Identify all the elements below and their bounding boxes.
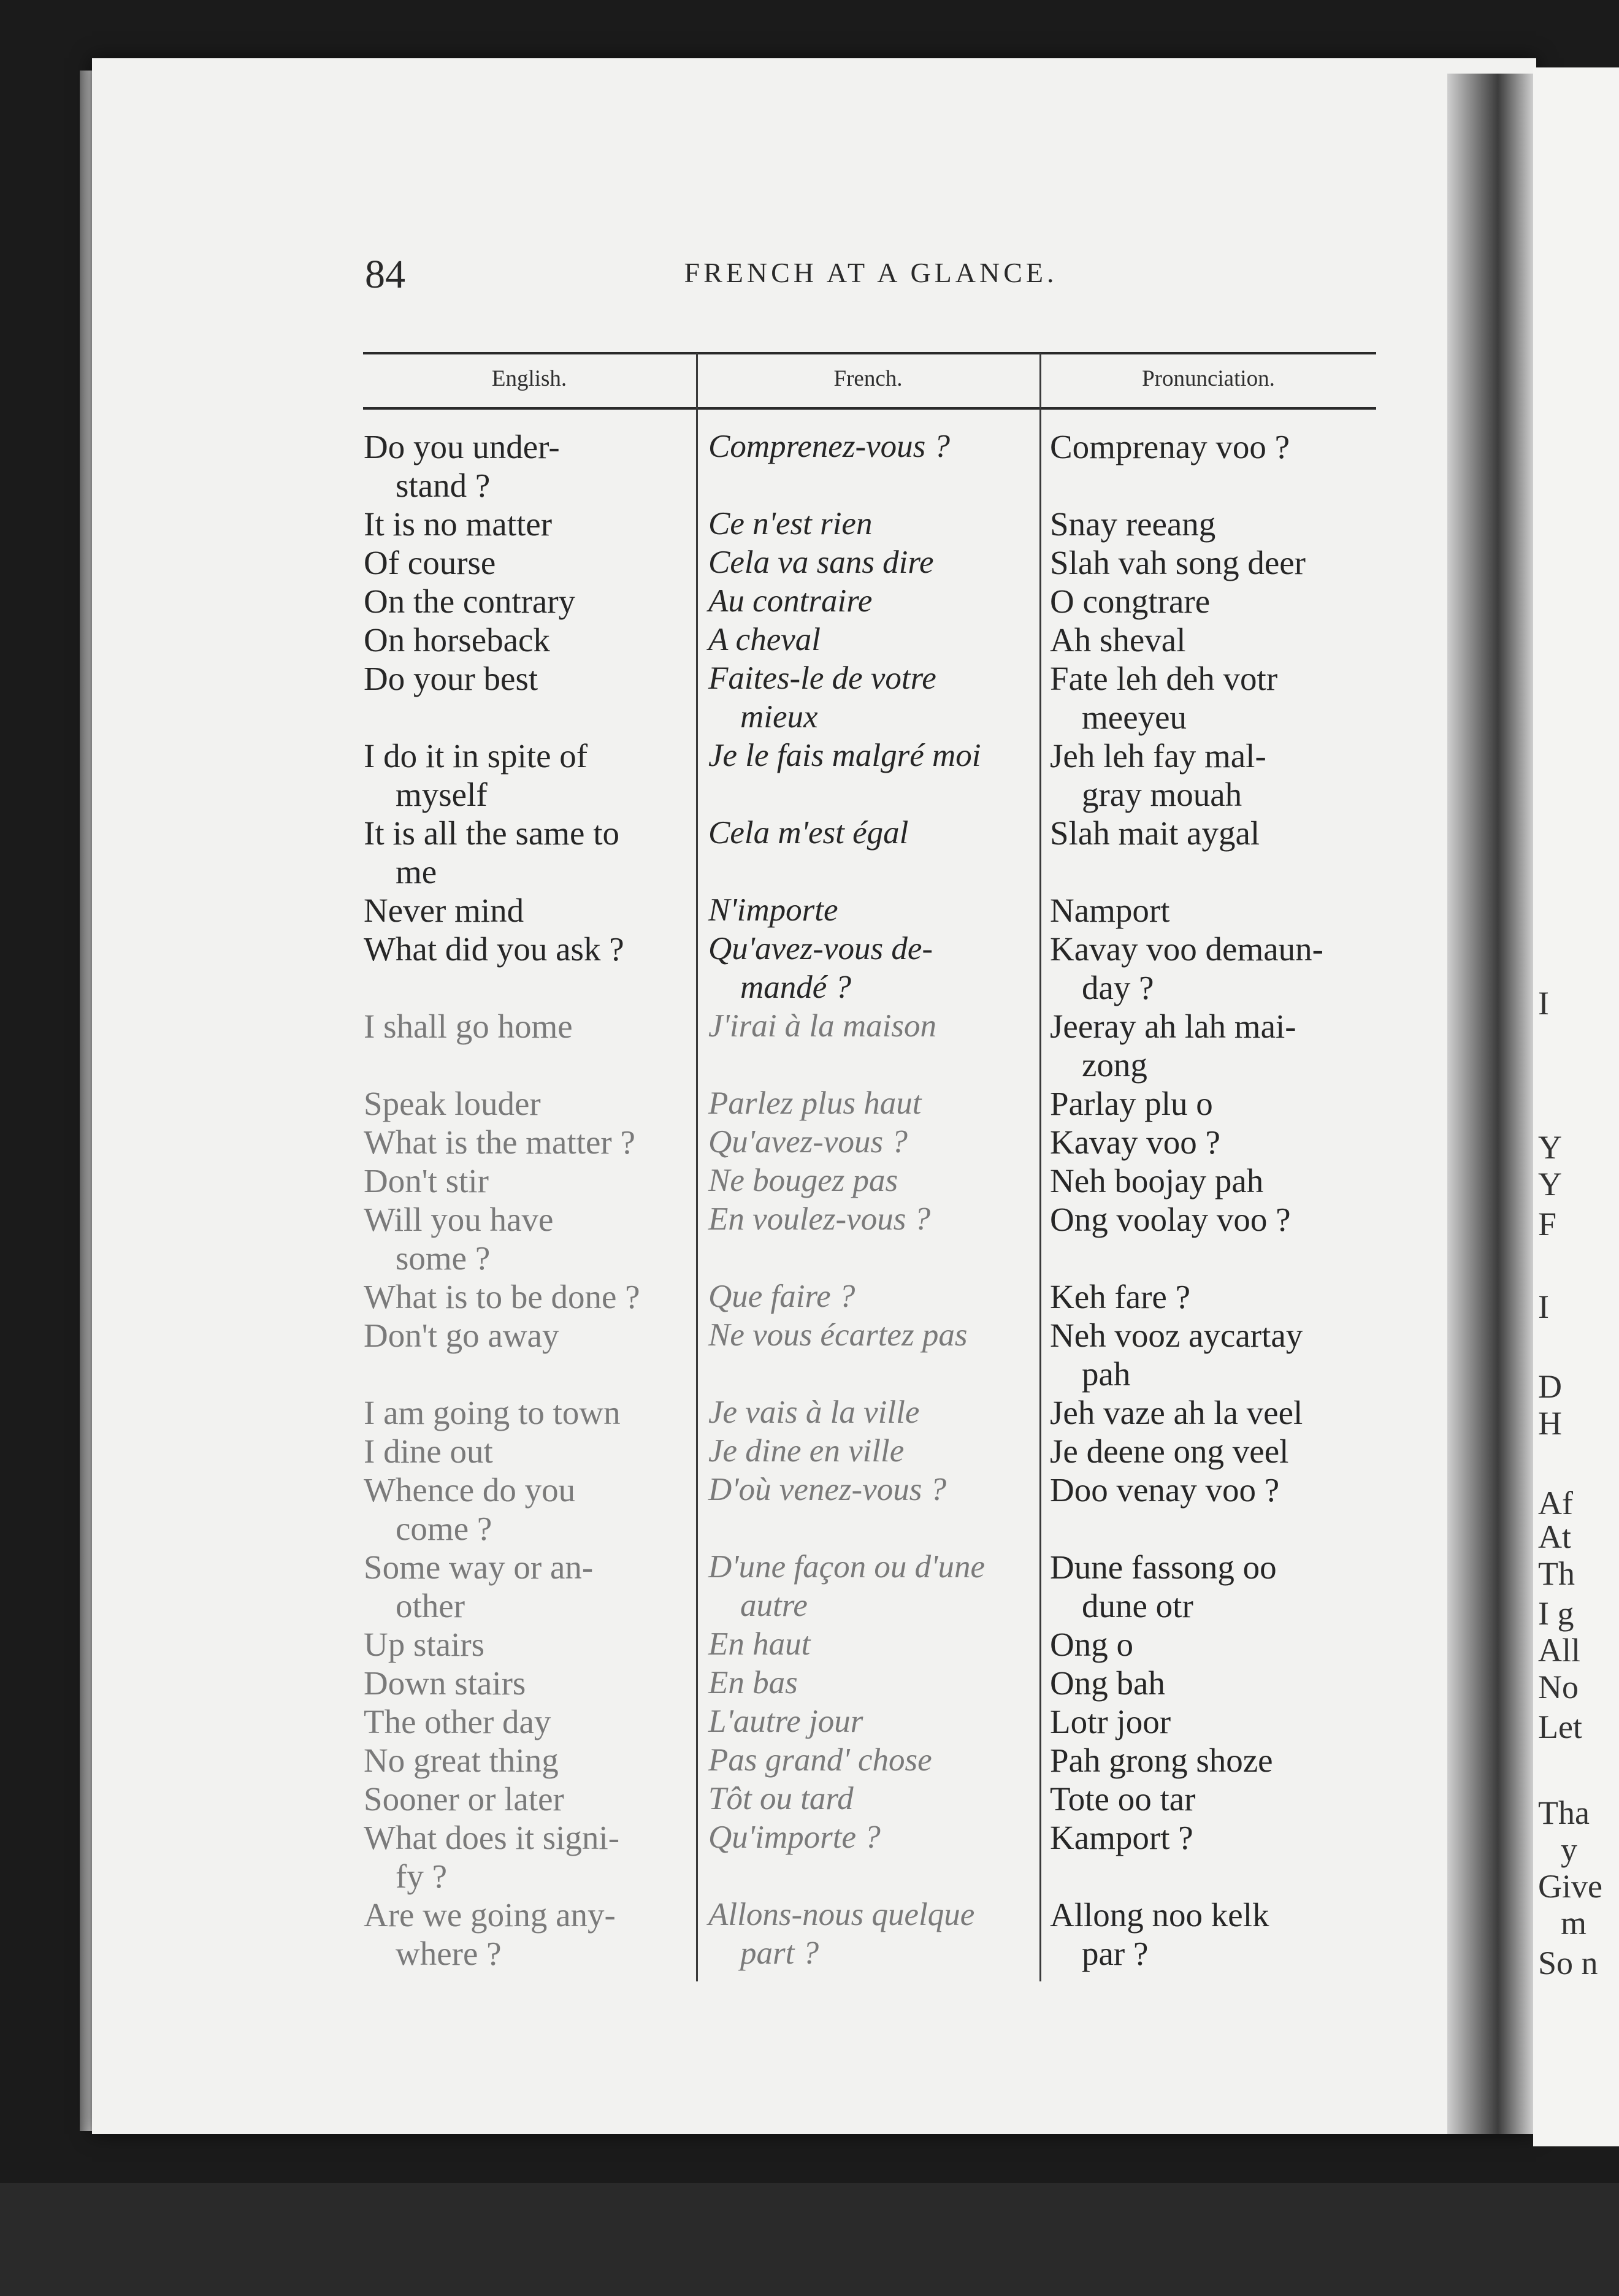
french-cell: [708, 737, 1030, 775]
english-line: What is to be done ?: [364, 1278, 640, 1315]
pronunciation-line: Fate leh deh votr: [1050, 660, 1278, 697]
facing-page-fragment: No: [1538, 1669, 1579, 1705]
english-line: No great thing: [364, 1742, 559, 1779]
pronunciation-cell: [1050, 737, 1384, 814]
pronunciation-cell: [1050, 814, 1384, 852]
pronunciation-line: par ?: [1082, 1935, 1149, 1972]
english-line: Do you under-: [364, 428, 560, 465]
facing-page-fragment: Af: [1538, 1485, 1573, 1521]
french-cell: [708, 1316, 1030, 1355]
french-line: Cela m'est égal: [708, 815, 909, 851]
english-line: It is all the same to: [364, 814, 619, 852]
pronunciation-cell: [1050, 621, 1384, 659]
french-line: Je dine en ville: [708, 1433, 905, 1469]
facing-page: [1533, 67, 1619, 2146]
english-cell: [364, 1084, 683, 1123]
pronunciation-line: Snay reeang: [1050, 505, 1216, 543]
french-line: Ne bougez pas: [708, 1163, 898, 1198]
pronunciation-line: Slah vah song deer: [1050, 544, 1306, 581]
french-line: autre: [740, 1588, 808, 1623]
english-line: I dine out: [364, 1433, 493, 1470]
pronunciation-line: Kavay voo demaun-: [1050, 930, 1323, 968]
french-line: mieux: [740, 699, 818, 735]
pronunciation-line: pah: [1082, 1355, 1131, 1393]
french-cell: [708, 930, 1030, 1007]
pronunciation-cell: [1050, 1741, 1384, 1780]
english-line: What does it signi-: [364, 1819, 620, 1856]
top-rule: [363, 352, 1376, 354]
french-cell: [708, 1702, 1030, 1741]
facing-page-fragment: Y: [1538, 1166, 1562, 1203]
facing-page-fragment: Y: [1538, 1129, 1562, 1166]
pronunciation-line: Ong bah: [1050, 1664, 1165, 1702]
facing-page-fragment: Give: [1538, 1868, 1602, 1905]
page-header: [365, 251, 1377, 300]
pronunciation-line: Slah mait aygal: [1050, 814, 1260, 852]
pronunciation-line: Pah grong shoze: [1050, 1742, 1273, 1779]
pronunciation-cell: [1050, 891, 1384, 930]
pronunciation-cell: [1050, 1780, 1384, 1818]
english-cell: [364, 1277, 683, 1316]
english-line: Sooner or later: [364, 1780, 564, 1818]
english-cell: [364, 1818, 683, 1896]
french-cell: [708, 427, 1030, 466]
facing-page-fragment: Th: [1538, 1555, 1575, 1592]
french-line: Qu'avez-vous ?: [708, 1124, 908, 1160]
french-cell: [708, 1084, 1030, 1123]
english-line: Down stairs: [364, 1664, 526, 1702]
french-cell: [708, 1741, 1030, 1780]
english-cell: [364, 1625, 683, 1664]
english-cell: [364, 1161, 683, 1200]
french-line: mandé ?: [740, 970, 852, 1005]
column-header-french: French.: [833, 366, 903, 391]
facing-page-fragment: So n: [1538, 1945, 1598, 1981]
english-cell: [364, 814, 683, 891]
pronunciation-line: Jeh leh fay mal-: [1050, 737, 1266, 775]
french-line: D'où venez-vous ?: [708, 1472, 947, 1507]
pronunciation-cell: [1050, 1471, 1384, 1509]
french-cell: [708, 1780, 1030, 1818]
english-cell: [364, 1393, 683, 1432]
pronunciation-line: Keh fare ?: [1050, 1278, 1190, 1315]
facing-page-fragment: All: [1538, 1632, 1581, 1669]
running-head: FRENCH AT A GLANCE.: [684, 257, 1058, 288]
french-cell: [708, 505, 1030, 543]
facing-page-fragment: I: [1538, 1288, 1549, 1325]
pronunciation-cell: [1050, 1123, 1384, 1161]
pronunciation-line: Parlay plu o: [1050, 1085, 1213, 1122]
french-line: Tôt ou tard: [708, 1781, 854, 1816]
french-cell: [708, 1277, 1030, 1316]
facing-page-fragment: m: [1561, 1905, 1587, 1942]
pronunciation-cell: [1050, 1432, 1384, 1471]
french-line: Qu'importe ?: [708, 1820, 881, 1855]
french-cell: [708, 814, 1030, 852]
french-line: D'une façon ou d'une: [708, 1549, 985, 1585]
pronunciation-line: Ah sheval: [1050, 621, 1186, 659]
pronunciation-line: Allong noo kelk: [1050, 1896, 1269, 1934]
french-line: En bas: [708, 1665, 798, 1701]
pronunciation-cell: [1050, 1084, 1384, 1123]
english-cell: [364, 543, 683, 582]
french-cell: [708, 1432, 1030, 1471]
pronunciation-line: Tote oo tar: [1050, 1780, 1196, 1818]
pronunciation-line: Lotr joor: [1050, 1703, 1171, 1740]
english-cell: [364, 1432, 683, 1471]
pronunciation-line: Kavay voo ?: [1050, 1123, 1220, 1161]
english-line: Are we going any-: [364, 1896, 616, 1934]
english-cell: [364, 427, 683, 505]
english-cell: [364, 1664, 683, 1702]
french-cell: [708, 1123, 1030, 1161]
english-line: Up stairs: [364, 1626, 485, 1663]
column-header-pronunciation: Pronunciation.: [1142, 366, 1275, 391]
french-line: Ne vous écartez pas: [708, 1317, 968, 1353]
pronunciation-cell: [1050, 1316, 1384, 1393]
facing-page-fragment: y: [1561, 1831, 1577, 1868]
english-cell: [364, 659, 683, 698]
french-cell: [708, 1818, 1030, 1857]
pronunciation-cell: [1050, 582, 1384, 621]
french-line: En voulez-vous ?: [708, 1201, 931, 1237]
pronunciation-cell: [1050, 1548, 1384, 1625]
french-line: Parlez plus haut: [708, 1085, 922, 1121]
french-line: Cela va sans dire: [708, 545, 934, 580]
facing-page-fragment: H: [1538, 1405, 1562, 1442]
english-line: On the contrary: [364, 583, 576, 620]
english-line: come ?: [396, 1510, 492, 1547]
pronunciation-line: Jeh vaze ah la veel: [1050, 1394, 1303, 1431]
pronunciation-cell: [1050, 427, 1384, 466]
pronunciation-cell: [1050, 1277, 1384, 1316]
pronunciation-cell: [1050, 930, 1384, 1007]
french-cell: [708, 1161, 1030, 1200]
french-cell: [708, 1896, 1030, 1973]
column-divider-1: [696, 353, 698, 1981]
french-line: En haut: [708, 1626, 811, 1662]
english-cell: [364, 1896, 683, 1973]
french-cell: [708, 1471, 1030, 1509]
facing-page-fragment: Let: [1538, 1709, 1582, 1745]
english-cell: [364, 1007, 683, 1046]
english-line: fy ?: [396, 1858, 447, 1895]
french-line: Qu'avez-vous de-: [708, 931, 933, 966]
english-line: me: [396, 853, 437, 890]
pronunciation-cell: [1050, 543, 1384, 582]
french-cell: [708, 1200, 1030, 1239]
french-cell: [708, 621, 1030, 659]
column-header-english: English.: [491, 366, 567, 391]
english-cell: [364, 737, 683, 814]
pronunciation-cell: [1050, 1818, 1384, 1857]
pronunciation-line: Dune fassong oo: [1050, 1548, 1277, 1586]
english-line: I shall go home: [364, 1008, 573, 1045]
pronunciation-line: Jeeray ah lah mai-: [1050, 1008, 1296, 1045]
english-line: other: [396, 1587, 465, 1624]
book-spine: [1447, 74, 1539, 2134]
column-divider-2: [1039, 353, 1041, 1981]
english-line: stand ?: [396, 467, 491, 504]
french-line: Je vais à la ville: [708, 1395, 920, 1430]
english-line: myself: [396, 776, 488, 813]
pronunciation-line: Doo venay voo ?: [1050, 1471, 1280, 1509]
english-line: Do your best: [364, 660, 538, 697]
english-line: where ?: [396, 1935, 502, 1972]
pronunciation-cell: [1050, 1393, 1384, 1432]
french-line: J'irai à la maison: [708, 1008, 937, 1044]
pronunciation-line: dune otr: [1082, 1587, 1193, 1624]
english-cell: [364, 582, 683, 621]
french-line: A cheval: [708, 622, 821, 657]
french-cell: [708, 891, 1030, 930]
page-number: 84: [365, 252, 405, 297]
pronunciation-line: zong: [1082, 1046, 1147, 1084]
french-cell: [708, 1393, 1030, 1432]
facing-page-fragment: I: [1538, 985, 1549, 1022]
pronunciation-cell: [1050, 1664, 1384, 1702]
pronunciation-cell: [1050, 1896, 1384, 1973]
pronunciation-cell: [1050, 1200, 1384, 1239]
english-line: Some way or an-: [364, 1548, 594, 1586]
english-cell: [364, 1548, 683, 1625]
facing-page-fragment: At: [1538, 1518, 1571, 1555]
english-line: It is no matter: [364, 505, 553, 543]
pronunciation-cell: [1050, 1625, 1384, 1664]
pronunciation-cell: [1050, 505, 1384, 543]
english-line: Speak louder: [364, 1085, 541, 1122]
french-line: Comprenez-vous ?: [708, 429, 951, 464]
facing-page-fragment: Tha: [1538, 1794, 1590, 1831]
english-line: On horseback: [364, 621, 550, 659]
english-cell: [364, 1123, 683, 1161]
english-line: I am going to town: [364, 1394, 621, 1431]
french-cell: [708, 659, 1030, 737]
pronunciation-line: Namport: [1050, 892, 1170, 929]
french-line: Faites-le de votre: [708, 660, 936, 696]
english-cell: [364, 1200, 683, 1277]
french-line: Je le fais malgré moi: [708, 738, 981, 773]
facing-page-fragment: I g: [1538, 1595, 1574, 1632]
pronunciation-cell: [1050, 1007, 1384, 1084]
french-line: Que faire ?: [708, 1279, 855, 1314]
english-line: some ?: [396, 1239, 491, 1277]
english-cell: [364, 891, 683, 930]
pronunciation-cell: [1050, 1161, 1384, 1200]
french-line: N'importe: [708, 892, 838, 928]
facing-page-fragment: F: [1538, 1206, 1557, 1242]
pronunciation-line: Ong o: [1050, 1626, 1133, 1663]
french-line: Au contraire: [708, 583, 873, 619]
english-line: Whence do you: [364, 1471, 576, 1509]
french-line: part ?: [740, 1935, 819, 1971]
pronunciation-line: Neh boojay pah: [1050, 1162, 1264, 1200]
pronunciation-line: Kamport ?: [1050, 1819, 1193, 1856]
english-cell: [364, 1780, 683, 1818]
english-line: Of course: [364, 544, 496, 581]
english-cell: [364, 930, 683, 968]
pronunciation-line: gray mouah: [1082, 776, 1242, 813]
english-line: What did you ask ?: [364, 930, 624, 968]
english-line: Don't stir: [364, 1162, 489, 1200]
header-rule: [363, 407, 1376, 410]
french-cell: [708, 582, 1030, 621]
french-line: Ce n'est rien: [708, 506, 873, 541]
english-line: Don't go away: [364, 1317, 559, 1354]
english-cell: [364, 1741, 683, 1780]
french-cell: [708, 543, 1030, 582]
pronunciation-line: Neh vooz aycartay: [1050, 1317, 1303, 1354]
english-cell: [364, 1702, 683, 1741]
pronunciation-cell: [1050, 1702, 1384, 1741]
french-line: Pas grand' chose: [708, 1742, 932, 1778]
french-cell: [708, 1007, 1030, 1046]
english-line: Never mind: [364, 892, 524, 929]
pronunciation-cell: [1050, 659, 1384, 737]
english-line: What is the matter ?: [364, 1123, 635, 1161]
pronunciation-line: Comprenay voo ?: [1050, 428, 1290, 465]
pronunciation-line: day ?: [1082, 969, 1154, 1006]
english-line: Will you have: [364, 1201, 554, 1238]
english-cell: [364, 621, 683, 659]
french-line: L'autre jour: [708, 1704, 863, 1739]
english-cell: [364, 1316, 683, 1355]
english-cell: [364, 505, 683, 543]
french-line: Allons-nous quelque: [708, 1897, 975, 1932]
facing-page-fragment: D: [1538, 1368, 1562, 1405]
french-cell: [708, 1664, 1030, 1702]
pronunciation-line: meeyeu: [1082, 698, 1187, 736]
english-line: The other day: [364, 1703, 551, 1740]
english-line: I do it in spite of: [364, 737, 588, 775]
pronunciation-line: Ong voolay voo ?: [1050, 1201, 1291, 1238]
english-cell: [364, 1471, 683, 1548]
pronunciation-line: Je deene ong veel: [1050, 1433, 1289, 1470]
french-cell: [708, 1548, 1030, 1625]
pronunciation-line: O congtrare: [1050, 583, 1211, 620]
french-cell: [708, 1625, 1030, 1664]
